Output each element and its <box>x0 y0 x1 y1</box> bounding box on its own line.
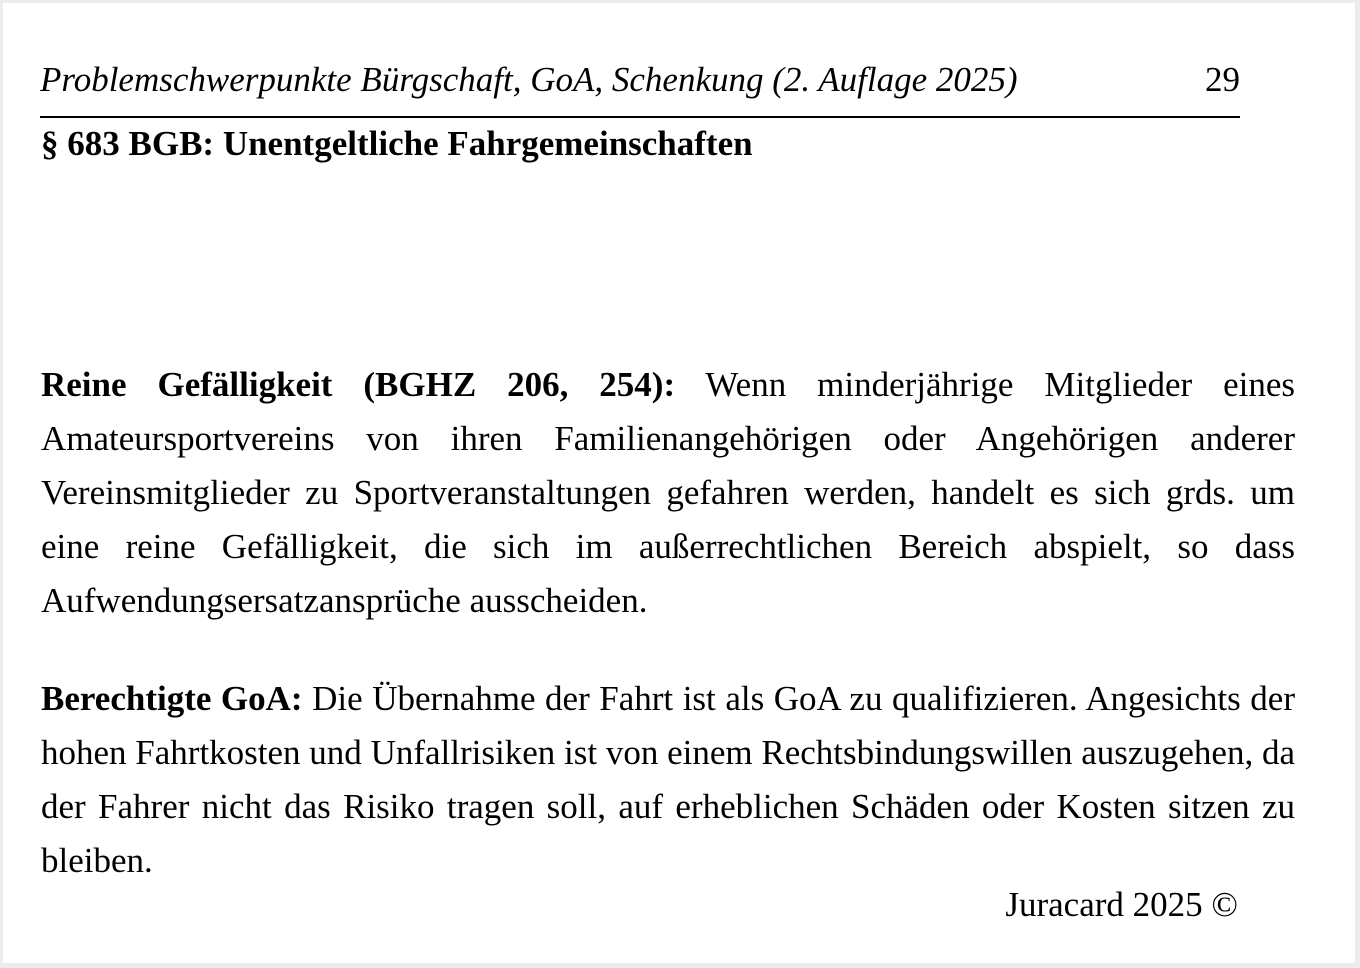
running-title: Problemschwerpunkte Bürgschaft, GoA, Schenkung (2. Auflage 2025) <box>40 60 1018 99</box>
copyright-footer: Juracard 2025 © <box>1005 885 1238 924</box>
section-heading: § 683 BGB: Unentgeltliche Fahrgemeinschaften <box>41 124 753 163</box>
paragraph-berechtigte-goa <box>41 672 1295 888</box>
paragraph-text: Wenn minderjährige Mitglieder eines Amateursportvereins von ihren Familienangehörigen oder Angehörigen anderer Vereinsmitglieder zu Sportveranstaltungen gefahren werden, handelt es sich grds. um eine reine Gefälligkeit, die sich im außerrechtlichen Bereich abspielt, so dass Aufwendungsersatzansprüche ausscheiden. <box>41 365 1295 620</box>
page-number: 29 <box>1205 60 1240 99</box>
paragraph-text: Die Übernahme der Fahrt ist als GoA zu qualifizieren. Angesichts der hohen Fahrtkosten und Unfallrisiken ist von einem Rechtsbindungswillen auszugehen, da der Fahrer nicht das Risiko tragen soll, auf erheblichen Schäden oder Kosten sitzen zu bleiben. <box>41 679 1295 880</box>
paragraph-reine-gefaelligkeit <box>41 358 1295 628</box>
paragraph-term: Reine Gefälligkeit (BGHZ 206, 254): <box>41 365 676 404</box>
document-page <box>3 3 1355 963</box>
paragraph-term: Berechtigte GoA: <box>41 679 303 718</box>
running-header <box>40 56 1240 118</box>
